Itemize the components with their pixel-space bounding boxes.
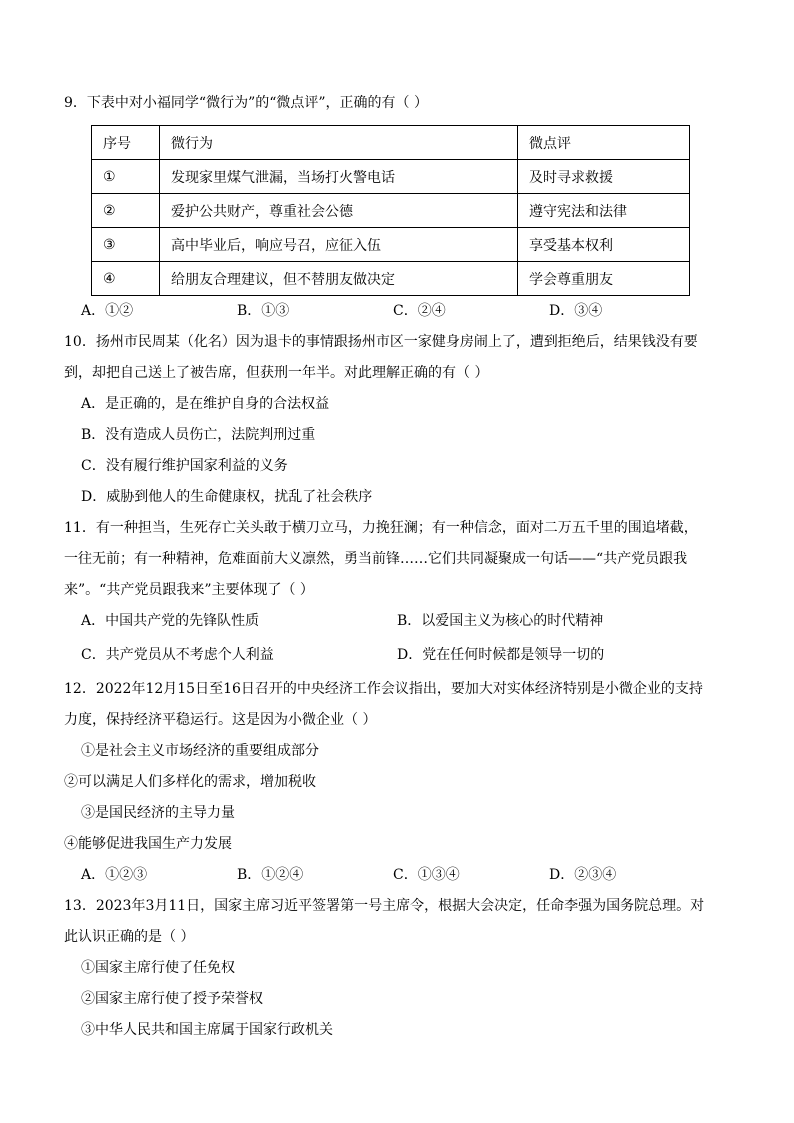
q13-stem-line-1: 13．2023年3月11日，国家主席习近平签署第一号主席令，根据大会决定，任命李强为国务院总理。对 — [64, 898, 705, 914]
table-cell: 学会尊重朋友 — [518, 262, 690, 296]
option-a[interactable]: A．中国共产党的先锋队性质 — [81, 613, 260, 629]
table-header-cell: 序号 — [92, 126, 160, 160]
table-row — [92, 194, 690, 228]
q12-options — [64, 864, 744, 895]
option-c[interactable]: C．①③④ — [393, 867, 460, 883]
table-cell: 发现家里煤气泄漏，当场打火警电话 — [160, 160, 518, 194]
table-row — [92, 160, 690, 194]
option-b[interactable]: B．以爱国主义为核心的时代精神 — [397, 613, 604, 629]
q11-stem-line-2: 一往无前；有一种精神，危难面前大义凛然，勇当前锋……它们共同凝聚成一句话——“共产党员跟我 — [64, 551, 688, 567]
option-c[interactable]: C．共产党员从不考虑个人利益 — [81, 647, 274, 663]
option-d[interactable]: D．威胁到他人的生命健康权，扰乱了社会秩序 — [81, 489, 373, 505]
table-cell: ④ — [92, 262, 160, 296]
q12-stem-line-2: 力度，保持经济平稳运行。这是因为小微企业（ ） — [64, 712, 377, 728]
table-header-cell: 微行为 — [160, 126, 518, 160]
q9-table — [91, 125, 690, 296]
q12-stem-line-1: 12．2022年12月15日至16日召开的中央经济工作会议指出，要加大对实体经济特别是小微企业的支持 — [64, 681, 703, 697]
option-a[interactable]: A．①②③ — [81, 867, 148, 883]
option-d[interactable]: D．③④ — [549, 303, 603, 319]
table-row — [92, 228, 690, 262]
table-cell: ③ — [92, 228, 160, 262]
q12-statement-2: ②可以满足人们多样化的需求，增加税收 — [64, 774, 316, 790]
option-b[interactable]: B．没有造成人员伤亡，法院判刑过重 — [81, 427, 316, 443]
option-b[interactable]: B．①③ — [237, 303, 290, 319]
option-d[interactable]: D．②③④ — [549, 867, 617, 883]
q12-statement-4: ④能够促进我国生产力发展 — [64, 836, 232, 852]
table-cell: 享受基本权利 — [518, 228, 690, 262]
option-c[interactable]: C．②④ — [393, 303, 446, 319]
table-header-cell: 微点评 — [518, 126, 690, 160]
q13-statement-1: ①国家主席行使了任免权 — [81, 960, 235, 976]
table-cell: 爱护公共财产，尊重社会公德 — [160, 194, 518, 228]
q13-stem-line-2: 此认识正确的是（ ） — [64, 929, 195, 945]
q13-statement-2: ②国家主席行使了授予荣誉权 — [81, 991, 263, 1007]
q10-stem-line-1: 10．扬州市民周某（化名）因为退卡的事情跟扬州市区一家健身房闹上了，遭到拒绝后，结果钱没有要 — [64, 334, 698, 350]
option-c[interactable]: C．没有履行维护国家利益的义务 — [81, 458, 288, 474]
table-cell: 高中毕业后，响应号召，应征入伍 — [160, 228, 518, 262]
q11-stem-line-3: 来”。“共产党员跟我来”主要体现了（ ） — [64, 582, 314, 598]
table-cell: 给朋友合理建议，但不替朋友做决定 — [160, 262, 518, 296]
table-cell: 遵守宪法和法律 — [518, 194, 690, 228]
table-cell: 及时寻求救援 — [518, 160, 690, 194]
q12-statement-3: ③是国民经济的主导力量 — [81, 805, 235, 821]
q13-statement-3: ③中华人民共和国主席属于国家行政机关 — [81, 1022, 333, 1038]
q9-stem: 9．下表中对小福同学“微行为”的“微点评”，正确的有（ ） — [64, 95, 428, 111]
table-header-row — [92, 126, 690, 160]
question-list — [64, 92, 744, 1050]
q12-statement-1: ①是社会主义市场经济的重要组成部分 — [81, 743, 319, 759]
q11-stem-line-1: 11．有一种担当，生死存亡关头敢于横刀立马，力挽狂澜；有一种信念，面对二万五千里的围追堵截， — [64, 520, 698, 536]
q11-options-row-2 — [64, 644, 744, 678]
option-b[interactable]: B．①②④ — [237, 867, 304, 883]
table-row — [92, 262, 690, 296]
q9-options — [64, 300, 744, 331]
table-cell: ① — [92, 160, 160, 194]
option-d[interactable]: D．党在任何时候都是领导一切的 — [397, 647, 605, 663]
q11-options-row-1 — [64, 610, 744, 644]
option-a[interactable]: A．是正确的，是在维护自身的合法权益 — [81, 396, 330, 412]
table-cell: ② — [92, 194, 160, 228]
option-a[interactable]: A．①② — [81, 303, 134, 319]
q10-stem-line-2: 到，却把自己送上了被告席，但获刑一年半。对此理解正确的有（ ） — [64, 365, 489, 381]
